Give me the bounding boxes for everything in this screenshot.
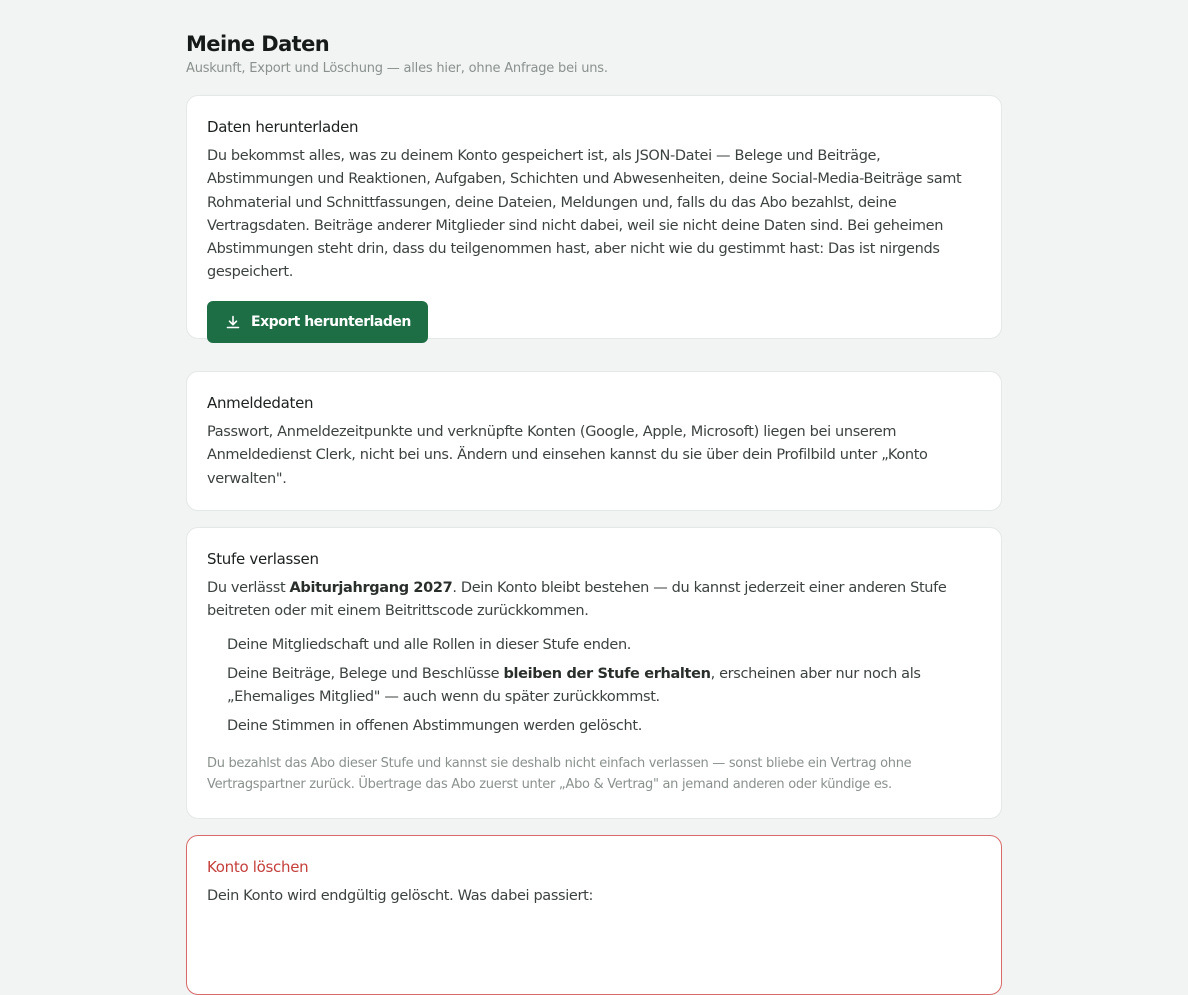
export-card-title: Daten herunterladen (207, 118, 359, 136)
list-item (227, 663, 981, 710)
leave-card-title: Stufe verlassen (207, 550, 319, 568)
leave-card-intro (207, 577, 981, 624)
delete-account-card (186, 835, 1002, 995)
list-item: Deine Mitgliedschaft und alle Rollen in dieser Stufe enden. (227, 636, 632, 653)
leave-card-note: Du bezahlst das Abo dieser Stufe und kannst sie deshalb nicht einfach verlassen — sonst bliebe ein Vertrag ohne Vertragspartner zurück. Übertrage das Abo zuerst unter „Abo & Vertrag" an jemand anderen oder kündige es. (207, 755, 912, 792)
export-card (186, 95, 1002, 339)
login-card-text: Passwort, Anmeldezeitpunkte und verknüpfte Konten (Google, Apple, Microsoft) liegen bei unserem Anmeldedienst Clerk, nicht bei uns. Ändern und einsehen kannst du sie über dein Profilbild unter „Konto verwalten". (207, 424, 928, 487)
leave-stufe-card (186, 527, 1002, 819)
bullet-2-suffix: , erscheinen aber nur noch als „Ehemaliges Mitglied" — auch wenn du später zurückkommst. (227, 665, 921, 706)
login-card-title: Anmeldedaten (207, 394, 314, 412)
export-download-button[interactable] (207, 301, 428, 343)
export-card-text: Du bekommst alles, was zu deinem Konto gespeichert ist, als JSON-Datei — Belege und Beiträge, Abstimmungen und Reaktionen, Aufgaben, Schichten und Abwesenheiten, deine Social-Media-Beiträge samt Rohmaterial und Schnittfassungen, deine Dateien, Meldungen und, falls du das Abo bezahlst, deine Vertragsdaten. Beiträge anderer Mitglieder sind nicht dabei, weil sie nicht deine Daten sind. Bei geheimen Abstimmungen steht drin, dass du teilgenommen hast, aber nicht wie du gestimmt hast: Das ist nirgends gespeichert. (207, 148, 962, 281)
bullet-2-bold: bleiben der Stufe erhalten (503, 665, 711, 682)
page-subtitle: Auskunft, Export und Löschung — alles hier, ohne Anfrage bei uns. (186, 61, 608, 76)
list-item: Deine Stimmen in offenen Abstimmungen werden gelöscht. (227, 718, 642, 735)
leave-consequences-list (207, 634, 981, 739)
stufe-name: Abiturjahrgang 2027 (289, 580, 453, 596)
login-card (186, 371, 1002, 511)
leave-intro-prefix: Du verlässt (207, 580, 290, 596)
bullet-2-prefix: Deine Beiträge, Belege und Beschlüsse (227, 665, 504, 682)
export-download-button-label: Export herunterladen (251, 313, 411, 330)
my-data-page (186, 30, 1002, 904)
leave-intro-suffix: . Dein Konto bleibt bestehen — du kannst jederzeit einer anderen Stufe beitreten oder mit einem Beitrittscode zurückkommen. (207, 580, 947, 620)
delete-card-title: Konto löschen (207, 858, 309, 876)
page-title: Meine Daten (186, 32, 330, 56)
download-icon (225, 314, 241, 330)
delete-card-text: Dein Konto wird endgültig gelöscht. Was dabei passiert: (207, 888, 593, 904)
